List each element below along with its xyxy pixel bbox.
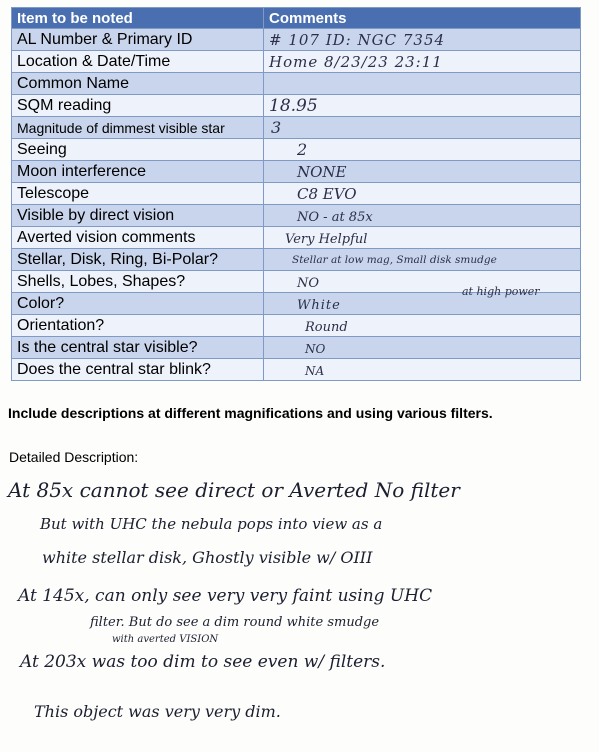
handwritten-value: C8 EVO [297,184,357,203]
row-label: Location & Date/Time [12,51,264,73]
row-value [264,227,581,249]
table-row [12,249,581,271]
table-row [12,359,581,381]
handwritten-value: NONE [297,162,347,181]
header-item: Item to be noted [12,8,264,29]
instructions-text: Include descriptions at different magnifications and using various filters. [8,405,493,421]
row-label: Orientation? [12,315,264,337]
table-row [12,227,581,249]
description-line: filter. But do see a dim round white smudge [90,615,380,630]
header-comments: Comments [264,8,581,29]
table-row [12,183,581,205]
observation-table [11,7,581,381]
row-label: Stellar, Disk, Ring, Bi-Polar? [12,249,264,271]
row-value [264,73,581,95]
table-row [12,205,581,227]
handwritten-value: # 107 ID: NGC 7354 [269,30,446,49]
table-row [12,29,581,51]
row-value [264,359,581,381]
row-value [264,51,581,73]
table-row [12,161,581,183]
description-line: At 145x, can only see very very faint using UHC [18,586,433,606]
row-label: Averted vision comments [12,227,264,249]
table-row [12,73,581,95]
row-label: Visible by direct vision [12,205,264,227]
row-value [264,161,581,183]
row-value [264,139,581,161]
table-row [12,117,581,139]
handwritten-value: NO [297,275,320,291]
handwritten-value: 2 [297,140,308,159]
handwritten-value: NO - at 85x [297,209,373,225]
handwritten-value: Very Helpful [285,231,368,247]
table-header-row [12,8,581,29]
row-value [264,337,581,359]
handwritten-value: NA [305,363,325,378]
row-label: Magnitude of dimmest visible star [12,117,264,139]
description-line: This object was very very dim. [34,702,281,721]
row-value [264,183,581,205]
handwritten-value: Home 8/23/23 23:11 [269,52,443,71]
row-label: AL Number & Primary ID [12,29,264,51]
description-line: with averted VISION [112,634,219,645]
handwritten-value: NO [305,341,326,356]
row-value [264,205,581,227]
handwritten-value: 3 [271,118,282,137]
handwritten-value: White [297,297,341,313]
row-label: Common Name [12,73,264,95]
row-label: Shells, Lobes, Shapes? [12,271,264,293]
detailed-description-label: Detailed Description: [9,449,139,465]
row-label: Telescope [12,183,264,205]
table-row [12,139,581,161]
row-label: Color? [12,293,264,315]
description-line: At 85x cannot see direct or Averted No filter [8,478,460,502]
table-row [12,95,581,117]
table-row [12,51,581,73]
row-label: Does the central star blink? [12,359,264,381]
row-value [264,117,581,139]
row-value [264,95,581,117]
handwritten-value: 18.95 [269,95,318,116]
row-value [264,29,581,51]
row-label: SQM reading [12,95,264,117]
stellar-extra-note: at high power [462,285,540,298]
row-label: Moon interference [12,161,264,183]
row-label: Is the central star visible? [12,337,264,359]
table-row [12,337,581,359]
description-line: But with UHC the nebula pops into view as a [40,515,383,533]
handwritten-value: Round [305,319,348,335]
row-value [264,249,581,271]
table-row [12,315,581,337]
description-line: At 203x was too dim to see even w/ filters. [20,652,386,672]
handwritten-value: Stellar at low mag, Small disk smudge [292,253,497,266]
row-value [264,315,581,337]
row-label: Seeing [12,139,264,161]
description-line: white stellar disk, Ghostly visible w/ OIII [42,548,373,567]
